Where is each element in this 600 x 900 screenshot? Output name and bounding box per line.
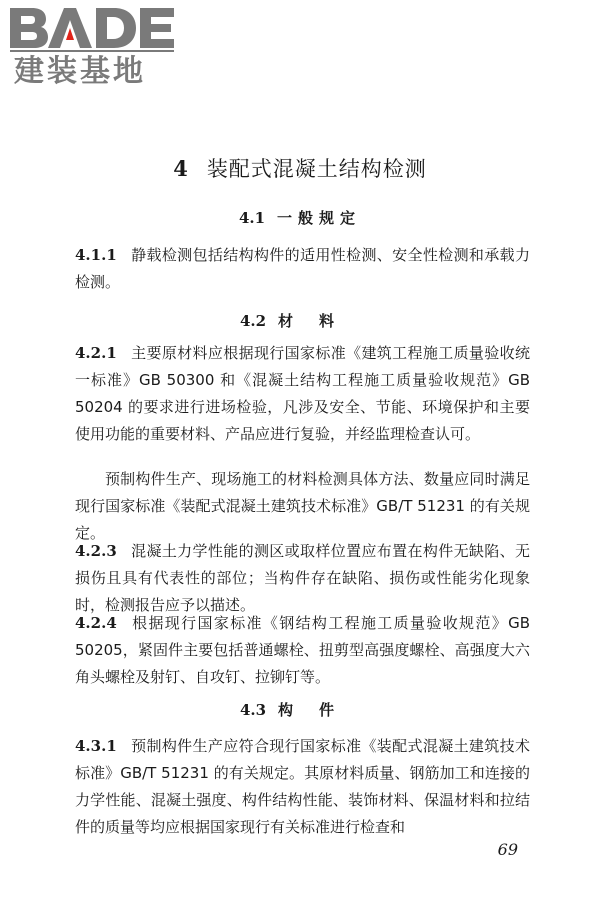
section-title: 材料 xyxy=(278,312,361,330)
clause-number: 4.2.1 xyxy=(75,344,117,362)
clause-4-1-1 xyxy=(75,242,530,296)
section-heading-4-2 xyxy=(0,311,600,331)
bade-wordmark xyxy=(6,4,181,52)
clause-text: 主要原材料应根据现行国家标准《建筑工程施工质量验收统一标准》GB 50300 和《混凝土结构工程施工质量验收规范》GB 50204 的要求进行进场检验，凡涉及安全、节能、环境保护和主要使用功能的重要材料、产品应进行复验，并经监理检查认可。 xyxy=(75,344,530,443)
bade-logo xyxy=(6,4,181,88)
section-number: 4.1 xyxy=(238,209,266,227)
section-number: 4.3 xyxy=(239,701,267,719)
clause-text: 根据现行国家标准《钢结构工程施工质量验收规范》GB 50205，紧固件主要包括普通螺栓、扭剪型高强度螺栓、高强度大六角头螺栓及射钉、自攻钉、拉铆钉等。 xyxy=(75,614,530,686)
clause-4-2-3 xyxy=(75,538,530,619)
section-number: 4.2 xyxy=(239,312,267,330)
clause-text: 预制构件生产、现场施工的材料检测具体方法、数量应同时满足现行国家标准《装配式混凝土建筑技术标准》GB/T 51231 的有关规定。 xyxy=(75,470,530,542)
clause-number: 4.2.4 xyxy=(75,614,117,632)
page-number: 69 xyxy=(497,840,518,859)
clause-number: 4.1.1 xyxy=(75,246,117,264)
section-heading-4-1 xyxy=(0,208,600,228)
clause-number: 4.2.3 xyxy=(75,542,117,560)
logo-chinese-text: 建装基地 xyxy=(14,54,146,89)
clause-4-2-4 xyxy=(75,610,530,691)
chapter-heading xyxy=(0,155,600,183)
chapter-number: 4 xyxy=(173,156,189,181)
clause-4-2-1-continued xyxy=(75,466,530,547)
chapter-title: 装配式混凝土结构检测 xyxy=(206,157,427,181)
clause-text: 预制构件生产应符合现行国家标准《装配式混凝土建筑技术标准》GB/T 51231 的有关规定。其原材料质量、钢筋加工和连接的力学性能、混凝土强度、构件结构性能、装饰材料、保温材料和拉结件的质量等均应根据国家现行有关标准进行检查和 xyxy=(75,737,530,836)
section-title: 一般规定 xyxy=(277,209,362,227)
section-title: 构件 xyxy=(278,701,361,719)
clause-text: 混凝土力学性能的测区或取样位置应布置在构件无缺陷、无损伤且具有代表性的部位；当构件存在缺陷、损伤或性能劣化现象时，检测报告应予以描述。 xyxy=(75,542,530,614)
clause-4-3-1 xyxy=(75,733,530,841)
clause-number: 4.3.1 xyxy=(75,737,117,755)
section-heading-4-3 xyxy=(0,700,600,720)
clause-text: 静载检测包括结构构件的适用性检测、安全性检测和承载力检测。 xyxy=(75,246,530,291)
clause-4-2-1 xyxy=(75,340,530,448)
